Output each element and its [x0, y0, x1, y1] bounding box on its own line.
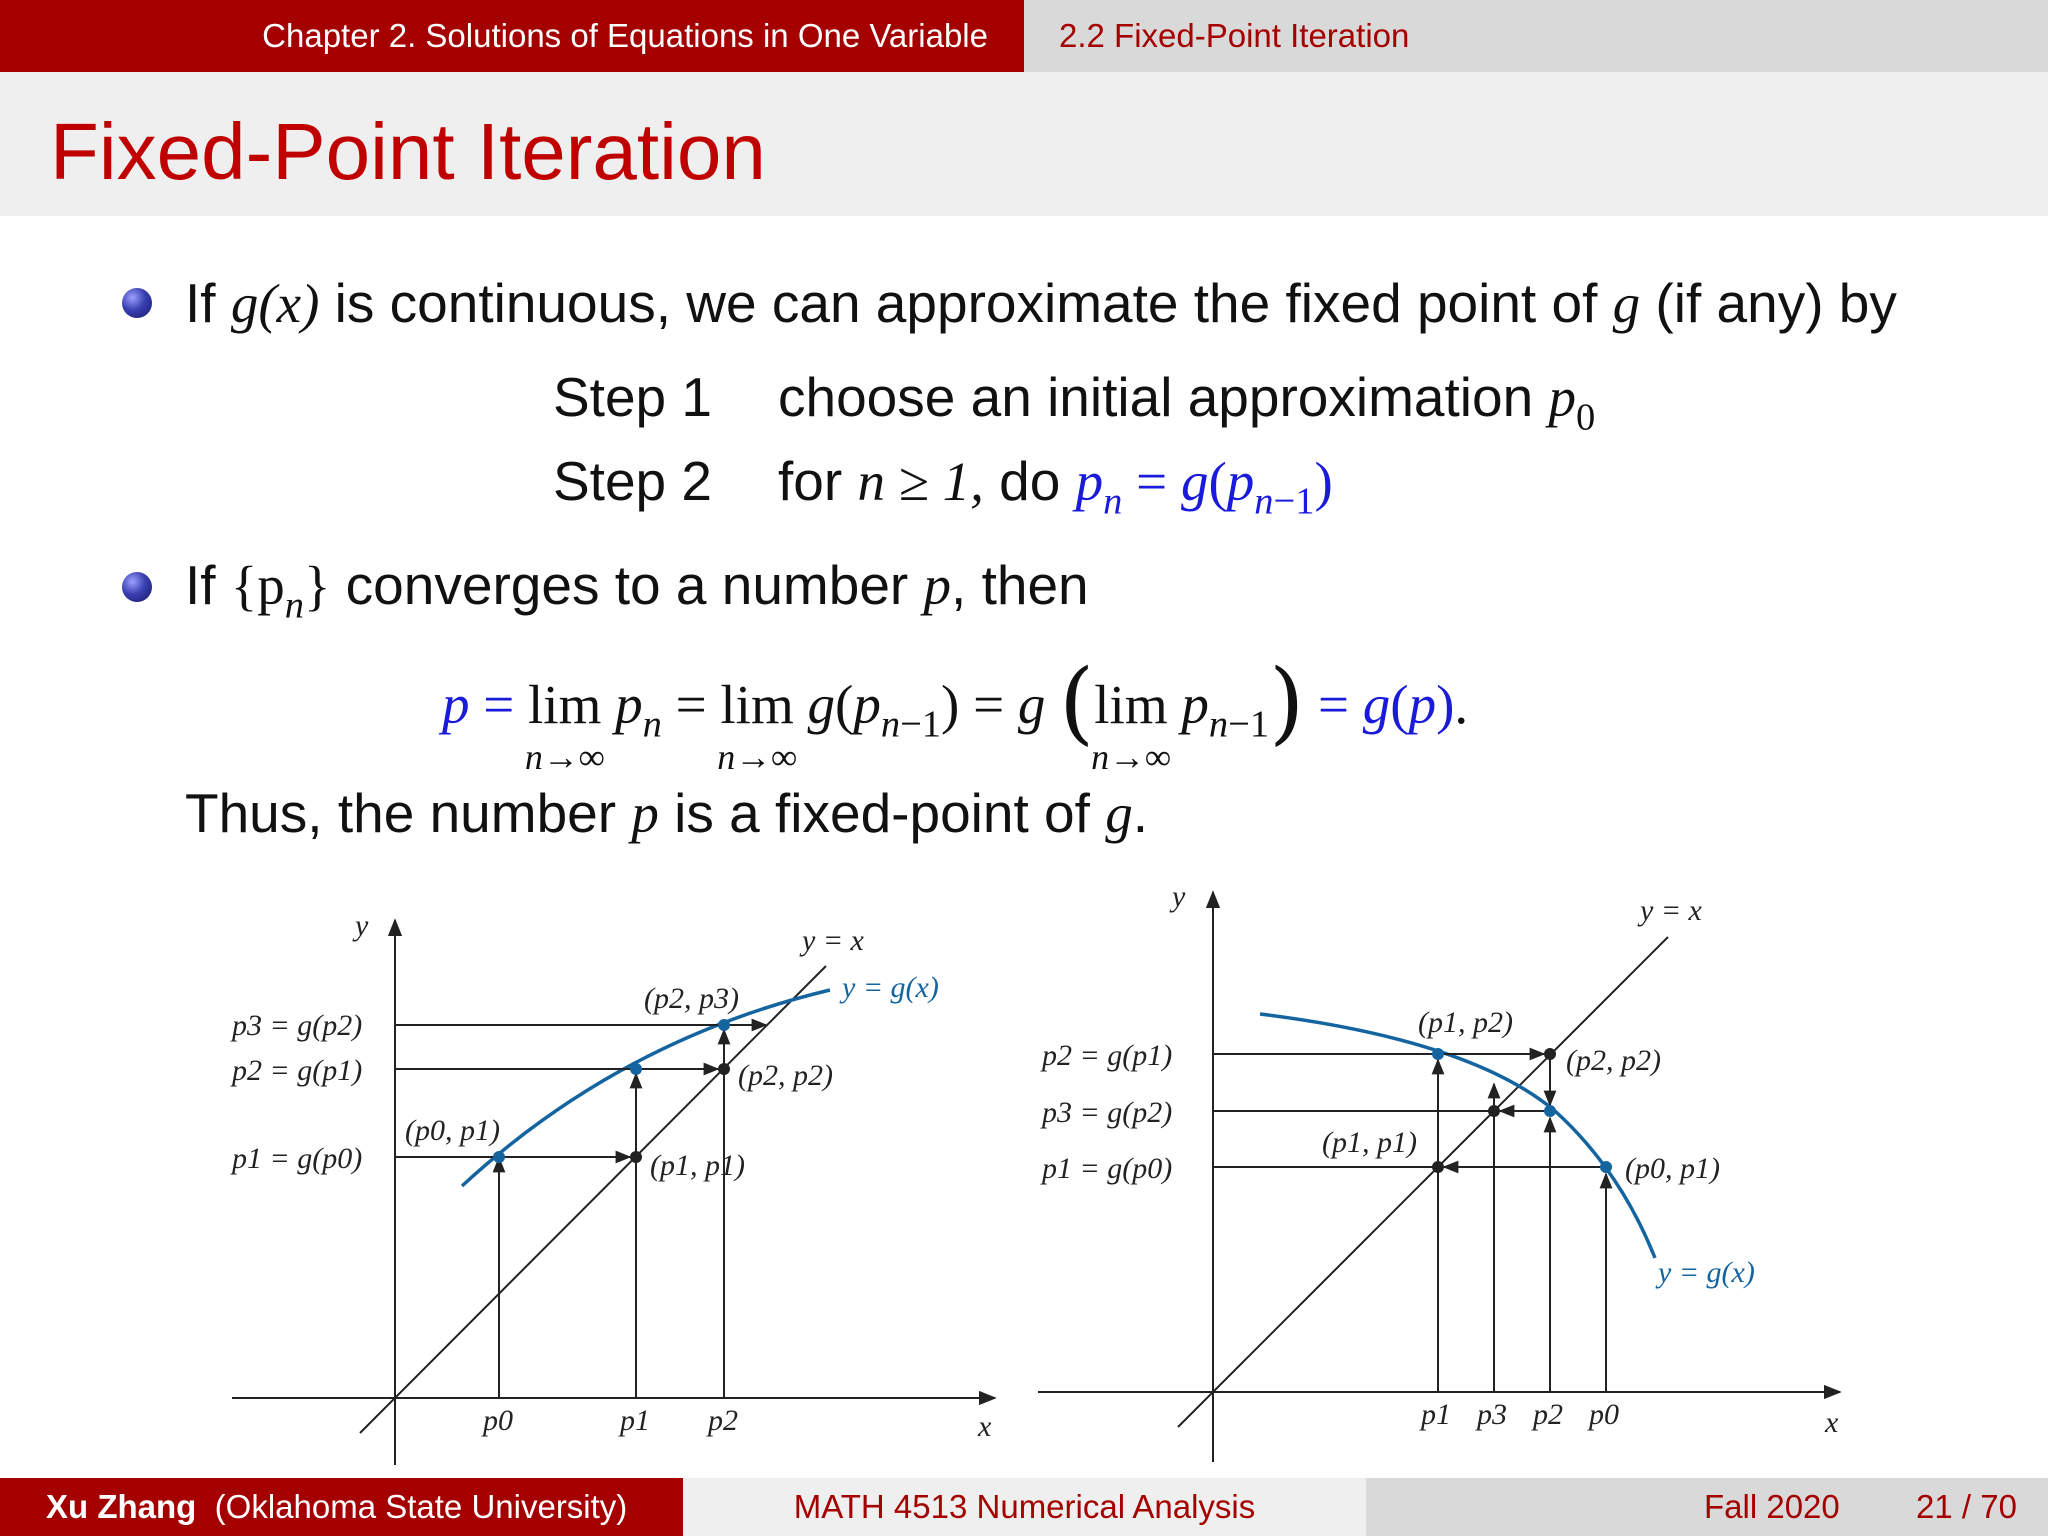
right-point-p1-p2 — [1432, 1048, 1444, 1060]
bullet-1-body: is continuous, we can approximate the fixed point of — [319, 272, 1613, 334]
limit-2 — [717, 672, 797, 777]
footer-author: Xu Zhang — [46, 1488, 197, 1525]
slide-title: Fixed-Point Iteration — [50, 107, 766, 196]
step-2-recurrence: $p_n = g(p_{n-1})$ — [1075, 451, 1333, 523]
right-labels — [1040, 880, 1839, 1439]
left-point-p1-p2 — [630, 1063, 642, 1075]
right-x-label: x — [1825, 1406, 1839, 1439]
right-point-p1-p1 — [1432, 1161, 1444, 1173]
limit-3-sub: n→∞ — [1091, 737, 1171, 777]
conclusion-c: . — [1132, 782, 1148, 844]
right-tick-p2: p2 — [1533, 1398, 1563, 1431]
bullet-2-p: p — [923, 555, 952, 616]
left-curve — [462, 990, 830, 1186]
limit-3-word: lim — [1094, 674, 1168, 735]
right-identity-line — [1178, 937, 1668, 1427]
conclusion-text — [185, 780, 1148, 847]
limit-1-sub: n→∞ — [524, 737, 605, 777]
left-line-label: y = x — [802, 924, 864, 957]
left-ylabel-p1: p1 = g(p0) — [232, 1142, 363, 1175]
right-pt-label-p1p2: (p1, p2) — [1418, 1006, 1513, 1039]
step-2-for: for — [778, 450, 858, 512]
bullet-2-seq-open: {p — [230, 555, 285, 616]
right-point-p2-p3 — [1544, 1105, 1556, 1117]
limit-3 — [1091, 672, 1171, 777]
right-curve-label: y = g(x) — [1658, 1256, 1755, 1289]
diagram-left — [232, 920, 995, 1465]
footer-course[interactable]: MATH 4513 Numerical Analysis — [683, 1478, 1366, 1536]
bullet-icon — [122, 288, 152, 318]
left-ylabel-p3: p3 = g(p2) — [232, 1009, 363, 1042]
right-pt-label-p1p1: (p1, p1) — [1322, 1126, 1417, 1159]
header-section[interactable]: 2.2 Fixed-Point Iteration — [1059, 17, 1410, 54]
limit-2-word: lim — [720, 674, 794, 735]
bullet-2-body: converges to a number — [330, 554, 924, 616]
bullet-2-seq-sub: n — [284, 584, 304, 627]
right-line-label: y = x — [1640, 894, 1702, 927]
left-points — [493, 1019, 730, 1163]
bullet-1-text — [185, 270, 1897, 337]
left-point-p2-p2 — [718, 1063, 730, 1075]
left-point-p2-p3 — [718, 1019, 730, 1031]
footer-author-block[interactable] — [0, 1478, 683, 1536]
left-point-p0-p1 — [493, 1151, 505, 1163]
bullet-2-seq-close: } — [304, 555, 331, 616]
step-2-text — [778, 448, 1333, 534]
bullet-2-if: If — [185, 554, 231, 616]
left-ylabel-p2: p2 = g(p1) — [232, 1054, 363, 1087]
right-tick-p0: p0 — [1589, 1398, 1619, 1431]
left-pt-label-p2p2: (p2, p2) — [738, 1059, 833, 1092]
bullet-2-text — [185, 552, 1089, 638]
left-y-label: y — [355, 909, 369, 942]
right-curve — [1260, 1014, 1655, 1258]
step-2-cond: n ≥ 1, — [857, 451, 984, 512]
bullet-2-tail: , then — [951, 554, 1089, 616]
left-x-label: x — [978, 1410, 992, 1443]
left-tick-p1: p1 — [620, 1404, 650, 1437]
limit-1-word: lim — [528, 674, 602, 735]
right-ylabel-p1: p1 = g(p0) — [1042, 1152, 1173, 1185]
left-tick-p2: p2 — [708, 1404, 738, 1437]
bullet-1-g: g — [1612, 273, 1641, 334]
right-point-p0-p1 — [1600, 1161, 1612, 1173]
footer-affiliation: (Oklahoma State University) — [214, 1488, 628, 1525]
step-1-body: choose an initial approximation — [778, 366, 1549, 428]
right-pt-label-p2p2: (p2, p2) — [1566, 1044, 1661, 1077]
right-points — [1432, 1048, 1612, 1173]
conclusion-p: p — [631, 783, 659, 844]
left-pt-label-p1p1: (p1, p1) — [650, 1149, 745, 1182]
right-point-p2-p2 — [1544, 1048, 1556, 1060]
right-ylabel-p3: p3 = g(p2) — [1042, 1096, 1173, 1129]
bullet-1-tail: (if any) by — [1640, 272, 1897, 334]
diagram-right — [1038, 892, 1840, 1462]
footer-right-block — [1366, 1478, 2048, 1536]
right-y-label: y — [1172, 880, 1186, 913]
footer-term: Fall 2020 — [1704, 1488, 1840, 1525]
right-tick-p3: p3 — [1477, 1398, 1507, 1431]
left-pt-label-p2p3: (p2, p3) — [644, 982, 739, 1015]
bullet-icon — [122, 572, 152, 602]
step-1-p0: $p_0$ — [1548, 367, 1596, 439]
right-ylabel-p2: p2 = g(p1) — [1042, 1039, 1173, 1072]
conclusion-a: Thus, the number — [185, 782, 632, 844]
conclusion-g: g — [1105, 783, 1133, 844]
step-1-text — [778, 364, 1595, 450]
step-1-label: Step 1 — [553, 366, 713, 428]
limit-equation: p = lim n→∞ $p_n = \lim$ n→∞ $g(p_{n-1}) = g$ (lim n→∞ $p_{n-1}) = g(p)$. — [442, 672, 1468, 757]
right-point-p3-p3 — [1488, 1105, 1500, 1117]
left-pt-label-p0p1: (p0, p1) — [405, 1114, 500, 1147]
left-tick-p0: p0 — [483, 1404, 513, 1437]
limit-1 — [524, 672, 605, 777]
left-identity-line — [360, 966, 826, 1433]
right-pt-label-p0p1: (p0, p1) — [1625, 1152, 1720, 1185]
left-point-p1-p1 — [630, 1151, 642, 1163]
right-tick-p1: p1 — [1421, 1398, 1451, 1431]
limit-2-sub: n→∞ — [717, 737, 797, 777]
header-chapter[interactable]: Chapter 2. Solutions of Equations in One Variable — [0, 0, 1024, 72]
bullet-1-if: If — [185, 272, 231, 334]
left-curve-label: y = g(x) — [842, 971, 939, 1004]
step-2-do: do — [983, 450, 1076, 512]
bullet-2-seq — [230, 555, 331, 627]
step-2-label: Step 2 — [553, 450, 713, 512]
footer — [0, 1478, 2048, 1536]
left-labels — [230, 909, 992, 1443]
footer-page-number[interactable]: 21 / 70 — [1916, 1488, 2017, 1525]
bullet-1-gx: g(x) — [230, 273, 320, 334]
conclusion-b: is a fixed-point of — [658, 782, 1106, 844]
